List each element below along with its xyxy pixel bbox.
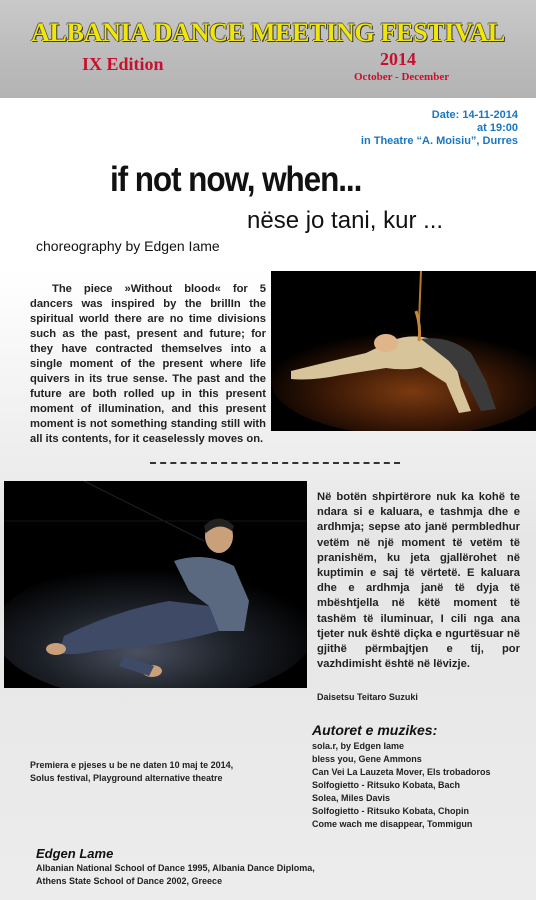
section-divider: [150, 462, 400, 464]
description-english: The piece »Without blood« for 5 dancers was inspired by the brillIn the spiritual world there are no time divisions such as the past, present and future; for they have contracted themselves into a single moment of the present where life quivers in its true sense. The past and the future are both rolled up in this present moment of illumination, and this present moment is not something standing still with all its contents, for it ceaselessly moves on.: [30, 283, 266, 445]
bio-line: Albanian National School of Dance 1995, Albania Dance Diploma,: [36, 863, 315, 873]
event-venue: in Theatre “A. Moisiu”, Durres: [360, 135, 518, 147]
event-info: [361, 109, 518, 148]
list-item: Solfogietto - Ritsuko Kobata, Chopin: [312, 806, 469, 816]
list-item: Come wach me disappear, Tommigun: [312, 819, 473, 829]
event-time: at 19:00: [477, 122, 518, 134]
music-heading: Autoret e muzikes:: [312, 722, 438, 738]
bio-line: Athens State School of Dance 2002, Greece: [36, 875, 223, 886]
list-item: bless you, Gene Ammons: [312, 754, 422, 764]
dancer-photo-1: [271, 271, 536, 431]
festival-year: 2014: [380, 49, 416, 69]
festival-title: ALBANIA DANCE MEETING FESTIVAL: [31, 18, 505, 47]
music-list: [312, 740, 491, 831]
list-item: sola.r, by Edgen Iame: [312, 741, 405, 751]
list-item: Can Vei La Lauzeta Mover, Els trobadoros: [312, 767, 491, 777]
premiere-info: [30, 759, 233, 785]
header-band: [0, 0, 536, 98]
show-title: if not now, when...: [110, 160, 362, 199]
list-item: Solea, Miles Davis: [312, 793, 391, 803]
dancer-photo-2: [4, 481, 307, 688]
event-date: Date: 14-11-2014: [431, 109, 518, 121]
premiere-line: Premiera e pjeses u be ne daten 10 maj te 2014,: [30, 760, 234, 770]
bio-details: [36, 862, 315, 887]
quote-author: Daisetsu Teitaro Suzuki: [317, 692, 418, 702]
list-item: Solfogietto - Ritsuko Kobata, Bach: [312, 780, 461, 790]
description-albanian: Në botën shpirtërore nuk ka kohë te ndara si e kaluara, e tashmja dhe e ardhmja; sepse ato janë permbledhur vetëm në një moment të vetëm të pranishëm, ku jeta gjallërohet në kuptimin e saj të vërtetë. E kaluara dhe e ardhmja janë të dyja të mbështjella në këtë moment të tashëm të iluminuar, I cili nga ana tjeter nuk është diçka e ngurtësuar në gjithë përmbajtjen e tij, por vazhdimisht është në lëvizje.: [317, 491, 520, 671]
premiere-line: Solus festival, Playground alternative theatre: [30, 773, 223, 783]
festival-months: October - December: [354, 71, 450, 83]
bio-name: Edgen Lame: [36, 846, 114, 861]
choreography-credit: choreography by Edgen Iame: [36, 238, 220, 254]
show-subtitle: nëse jo tani, kur ...: [247, 207, 444, 234]
edition-label: IX Edition: [82, 54, 164, 74]
